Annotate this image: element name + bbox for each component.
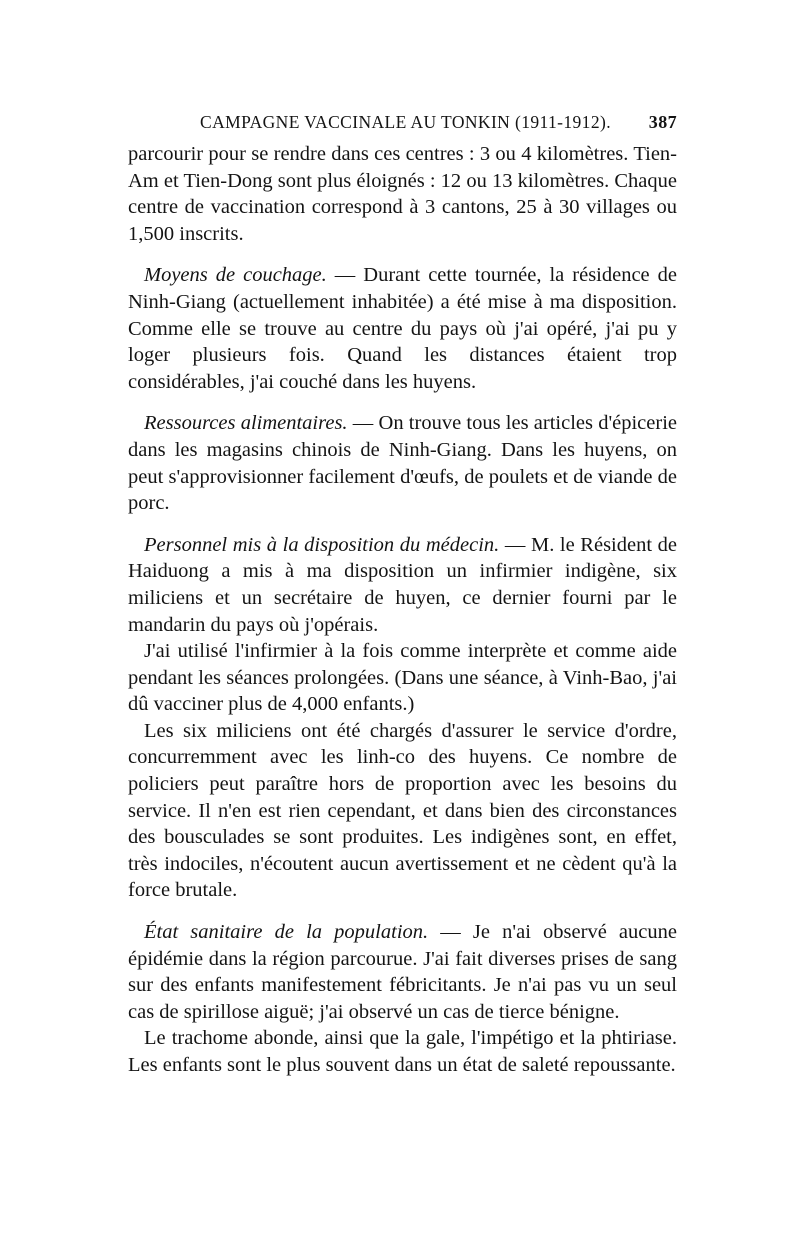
paragraph-ressources <box>128 410 677 516</box>
section-heading-etat-sanitaire: État sanitaire de la population. <box>144 921 429 944</box>
paragraph-miliciens: Les six miliciens ont été chargés d'assurer le service d'ordre, concurremment avec les linh-co des huyens. Ce nombre de policiers peut paraître hors de proportion avec les besoins du service. Il n'en est rien cependant, et dans bien des circonstances des bousculades se sont produites. Les indigènes sont, en effet, très indociles, n'écoutent aucun avertissement et ne cèdent qu'à la force brutale. <box>128 719 677 902</box>
page <box>128 112 677 1079</box>
paragraph-infirmier: J'ai utilisé l'infirmier à la fois comme interprète et comme aide pendant les séances prolongées. (Dans une séance, à Vinh-Bao, j'ai dû vacciner plus de 4,000 enfants.) <box>128 640 677 716</box>
paragraph-etat-sanitaire <box>128 919 677 1025</box>
paragraph-personnel <box>128 532 677 638</box>
section-heading-couchage: Moyens de couchage. <box>144 264 327 287</box>
paragraph-text: — Je n'ai observé aucune épidémie dans la région parcourue. J'ai fait diverses prises de sang sur des enfants manifestement fébricitants. Je n'ai pas vu un seul cas de spirillose aiguë; j'ai observé un cas de tierce bénigne. <box>128 921 677 1023</box>
running-title: CAMPAGNE VACCINALE AU TONKIN (1911-1912). <box>200 112 611 132</box>
paragraph-text: — Durant cette tournée, la résidence de Ninh-Giang (actuellement inhabitée) a été mise à ma disposition. Comme elle se trouve au centre du pays où j'ai opéré, j'ai pu y loger plusieurs fois. Quand les distances étaient trop considérables, j'ai couché dans les huyens. <box>128 264 678 393</box>
paragraph-trachome: Le trachome abonde, ainsi que la gale, l'impétigo et la phtiriase. Les enfants sont le plus souvent dans un état de saleté repoussante. <box>128 1027 677 1076</box>
paragraph-text: — M. le Résident de Haiduong a mis à ma disposition un infirmier indigène, six miliciens et un secrétaire de huyen, ce dernier fourni par le mandarin du pays où j'opérais. <box>128 533 677 636</box>
paragraph-distances: parcourir pour se rendre dans ces centres : 3 ou 4 kilomètres. Tien-Am et Tien-Dong sont plus éloignés : 12 ou 13 kilomètres. Chaque centre de vaccination correspond à 3 cantons, 25 à 30 villages ou 1,500 inscrits. <box>128 143 677 245</box>
page-number: 387 <box>648 112 677 132</box>
section-heading-personnel: Personnel mis à la disposition du médecin. <box>144 533 500 556</box>
paragraph-couchage <box>128 262 677 395</box>
paragraph-text: — On trouve tous les articles d'épicerie dans les magasins chinois de Ninh-Giang. Dans les huyens, on peut s'approvisionner facilement d'œufs, de poulets et de viande de porc. <box>128 412 678 515</box>
running-head <box>128 112 677 133</box>
section-heading-ressources: Ressources alimentaires. <box>144 412 348 435</box>
